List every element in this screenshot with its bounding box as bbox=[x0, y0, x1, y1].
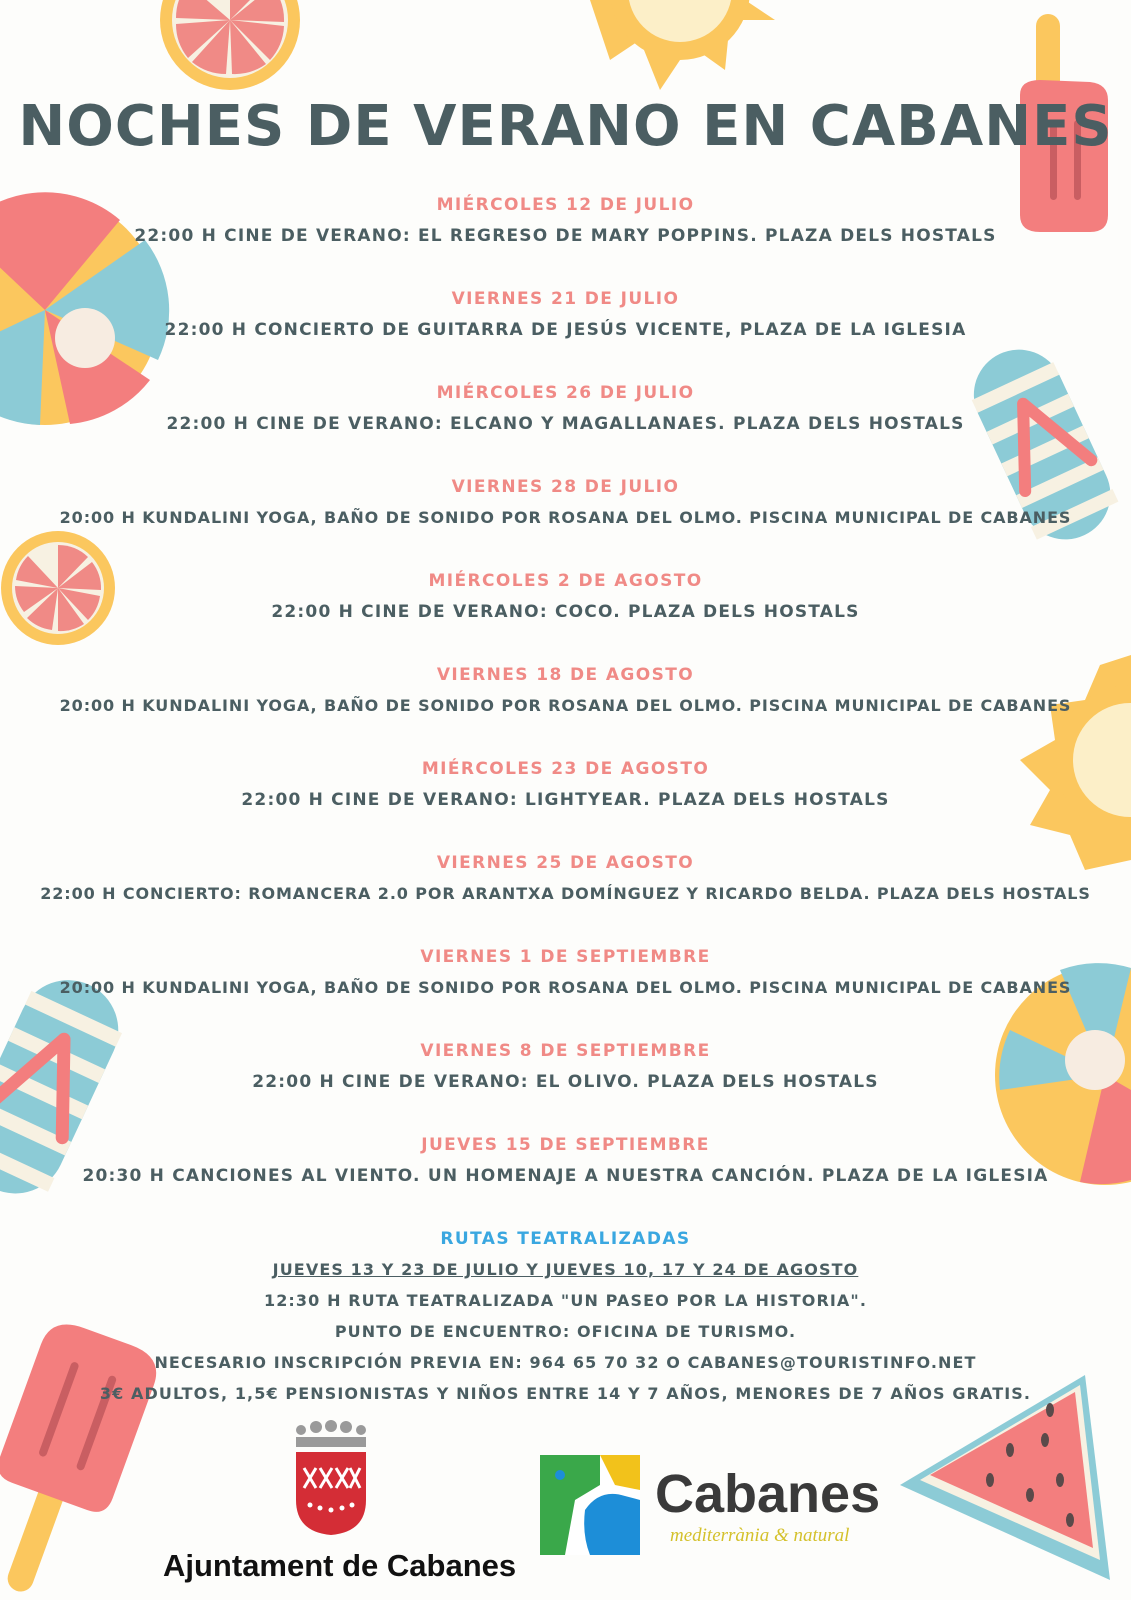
rutas-section bbox=[0, 1227, 1131, 1406]
list-item bbox=[0, 1039, 1131, 1133]
coat-of-arms-icon bbox=[296, 1420, 366, 1535]
event-date: VIERNES 1 DE SEPTIEMBRE bbox=[420, 947, 711, 967]
sun-icon bbox=[590, 0, 775, 90]
brand-tagline: mediterrània & natural bbox=[670, 1525, 850, 1546]
list-item bbox=[0, 663, 1131, 757]
event-description: 20:00 H KUNDALINI YOGA, BAÑO DE SONIDO POR ROSANA DEL OLMO. PISCINA MUNICIPAL DE CABANES bbox=[59, 508, 1072, 527]
list-item bbox=[0, 381, 1131, 475]
event-date: VIERNES 18 DE AGOSTO bbox=[436, 665, 695, 685]
page-title: NOCHES DE VERANO EN CABANES bbox=[18, 94, 1113, 159]
rutas-title: RUTAS TEATRALIZADAS bbox=[440, 1229, 691, 1249]
brand-name: Cabanes bbox=[655, 1464, 881, 1524]
rutas-prices: 3€ ADULTOS, 1,5€ PENSIONISTAS Y NIÑOS ENTRE 14 Y 7 AÑOS, MENORES DE 7 AÑOS GRATIS. bbox=[99, 1384, 1032, 1403]
event-description: 22:00 H CINE DE VERANO: EL REGRESO DE MARY POPPINS. PLAZA DELS HOSTALS bbox=[134, 226, 997, 246]
event-description: 20:00 H KUNDALINI YOGA, BAÑO DE SONIDO POR ROSANA DEL OLMO. PISCINA MUNICIPAL DE CABANES bbox=[59, 978, 1072, 997]
event-date: VIERNES 28 DE JULIO bbox=[451, 477, 680, 497]
list-item bbox=[0, 757, 1131, 851]
event-date: VIERNES 25 DE AGOSTO bbox=[436, 853, 695, 873]
rutas-dates: JUEVES 13 Y 23 DE JULIO Y JUEVES 10, 17 Y 24 DE AGOSTO bbox=[272, 1260, 859, 1279]
event-description: 22:00 H CINE DE VERANO: COCO. PLAZA DELS HOSTALS bbox=[271, 602, 860, 622]
event-date: MIÉRCOLES 23 DE AGOSTO bbox=[421, 759, 710, 779]
event-date: MIÉRCOLES 12 DE JULIO bbox=[436, 195, 695, 215]
list-item bbox=[0, 1133, 1131, 1227]
event-description: 22:00 H CINE DE VERANO: LIGHTYEAR. PLAZA DELS HOSTALS bbox=[241, 790, 890, 810]
event-list bbox=[0, 193, 1131, 1227]
event-date: JUEVES 15 DE SEPTIEMBRE bbox=[421, 1135, 710, 1155]
rutas-meeting-point: PUNTO DE ENCUENTRO: OFICINA DE TURISMO. bbox=[334, 1322, 797, 1341]
event-date: MIÉRCOLES 26 DE JULIO bbox=[436, 383, 695, 403]
list-item bbox=[0, 569, 1131, 663]
tourism-logo-icon bbox=[540, 1455, 640, 1555]
list-item bbox=[0, 945, 1131, 1039]
event-date: VIERNES 21 DE JULIO bbox=[451, 289, 680, 309]
list-item bbox=[0, 193, 1131, 287]
event-date: VIERNES 8 DE SEPTIEMBRE bbox=[420, 1041, 711, 1061]
list-item bbox=[0, 475, 1131, 569]
event-description: 20:30 H CANCIONES AL VIENTO. UN HOMENAJE A NUESTRA CANCIÓN. PLAZA DE LA IGLESIA bbox=[82, 1166, 1049, 1186]
event-date: MIÉRCOLES 2 DE AGOSTO bbox=[428, 571, 703, 591]
rutas-time: 12:30 H RUTA TEATRALIZADA "UN PASEO POR LA HISTORIA". bbox=[263, 1291, 868, 1310]
list-item bbox=[0, 851, 1131, 945]
ayuntamiento-label: Ajuntament de Cabanes bbox=[163, 1548, 517, 1583]
list-item bbox=[0, 287, 1131, 381]
rutas-registration: NECESARIO INSCRIPCIÓN PREVIA EN: 964 65 70 32 O CABANES@TOURISTINFO.NET bbox=[154, 1353, 977, 1372]
event-description: 20:00 H KUNDALINI YOGA, BAÑO DE SONIDO POR ROSANA DEL OLMO. PISCINA MUNICIPAL DE CABANES bbox=[59, 696, 1072, 715]
event-description: 22:00 H CINE DE VERANO: ELCANO Y MAGALLANAES. PLAZA DELS HOSTALS bbox=[166, 414, 965, 434]
event-description: 22:00 H CINE DE VERANO: EL OLIVO. PLAZA DELS HOSTALS bbox=[252, 1072, 879, 1092]
event-description: 22:00 H CONCIERTO: ROMANCERA 2.0 POR ARANTXA DOMÍNGUEZ Y RICARDO BELDA. PLAZA DELS HOSTALS bbox=[40, 884, 1091, 903]
event-description: 22:00 H CONCIERTO DE GUITARRA DE JESÚS VICENTE, PLAZA DE LA IGLESIA bbox=[164, 320, 967, 340]
orange-slice-icon bbox=[160, 0, 300, 90]
